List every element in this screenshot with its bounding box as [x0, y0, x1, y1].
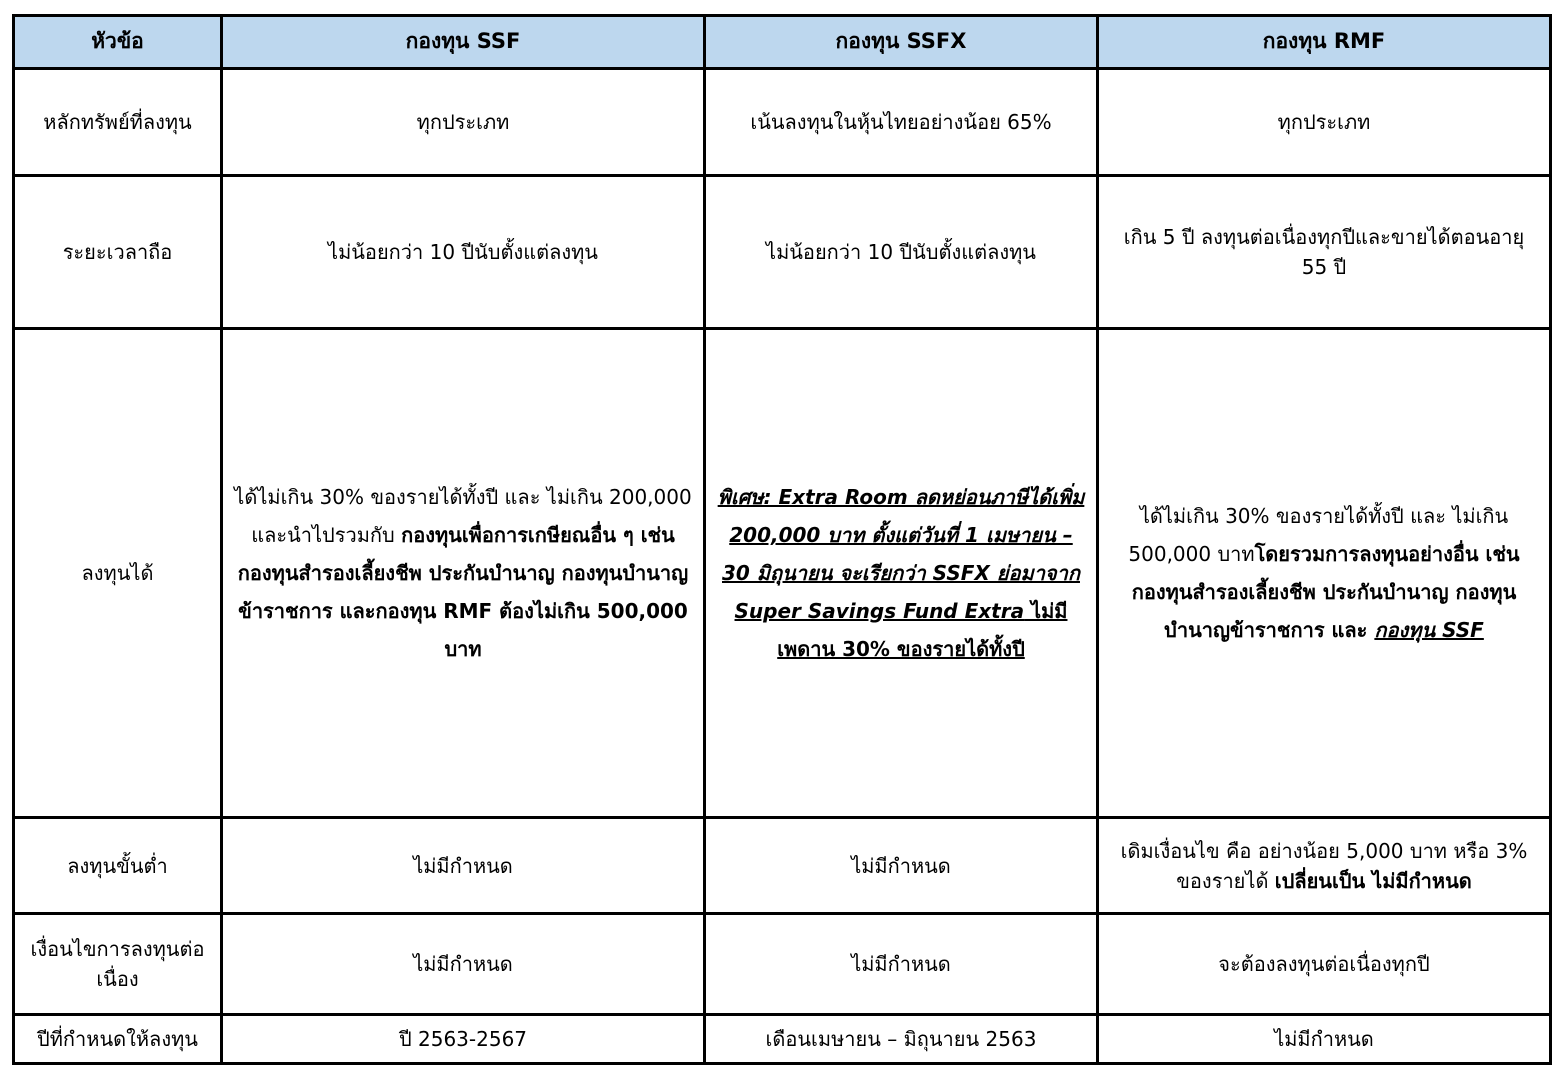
- rmf-holding-line2: 55 ปี: [1301, 255, 1347, 279]
- rmf-minimum-text: เดิมเงื่อนไข คือ อย่างน้อย 5,000 บาท หรือ 3% ของรายได้: [1120, 838, 1528, 893]
- ssf-minimum: ไม่มีกำหนด: [222, 818, 705, 914]
- rmf-minimum-bold: เปลี่ยนเป็น ไม่มีกำหนด: [1274, 868, 1472, 893]
- row-continuous: [14, 914, 1551, 1015]
- ssfx-invest-italic: พิเศษ: Extra Room ลดหย่อนภาษีได้เพิ่ม 200,000 บาท ตั้งแต่วันที่ 1 เมษายน – 30 มิถุนายน จะเรียกว่า SSFX ย่อมาจาก Super Savings Fund Extra: [717, 485, 1085, 623]
- rmf-minimum: [1098, 818, 1551, 914]
- ssf-invest-bold: กองทุนเพื่อการเกษียณอื่น ๆ เช่น กองทุนสำรองเลี้ยงชีพ ประกันบำนาญ กองทุนบำนาญข้าราชการ และกองทุน RMF ต้องไม่เกิน 500,000 บาท: [237, 523, 689, 661]
- label-period: ปีที่กำหนดให้ลงทุน: [14, 1015, 222, 1064]
- row-period: [14, 1015, 1551, 1064]
- rmf-invest-text: ได้ไม่เกิน 30% ของรายได้ทั้งปี และ ไม่เกิน 500,000 บาท: [1128, 504, 1509, 566]
- header-ssf: กองทุน SSF: [222, 16, 705, 69]
- row-securities: [14, 69, 1551, 176]
- rmf-invest-ssf-link: กองทุน SSF: [1374, 618, 1484, 642]
- ssf-securities: ทุกประเภท: [222, 69, 705, 176]
- ssf-invest: [222, 329, 705, 818]
- ssf-invest-text: ได้ไม่เกิน 30% ของรายได้ทั้งปี และ ไม่เกิน 200,000 และนำไปรวมกับ: [234, 485, 692, 547]
- rmf-invest-bold: โดยรวมการลงทุนอย่างอื่น เช่น กองทุนสำรองเลี้ยงชีพ ประกันบำนาญ กองทุนบำนาญข้าราชการ และ: [1131, 542, 1520, 642]
- header-topic: หัวข้อ: [14, 16, 222, 69]
- row-minimum: [14, 818, 1551, 914]
- rmf-continuous: จะต้องลงทุนต่อเนื่องทุกปี: [1098, 914, 1551, 1015]
- ssfx-securities: เน้นลงทุนในหุ้นไทยอย่างน้อย 65%: [705, 69, 1098, 176]
- row-holding: [14, 176, 1551, 329]
- label-continuous: เงื่อนไขการลงทุนต่อเนื่อง: [14, 914, 222, 1015]
- header-ssfx: กองทุน SSFX: [705, 16, 1098, 69]
- ssf-period: ปี 2563-2567: [222, 1015, 705, 1064]
- ssfx-period: เดือนเมษายน – มิถุนายน 2563: [705, 1015, 1098, 1064]
- rmf-securities: ทุกประเภท: [1098, 69, 1551, 176]
- header-row: [14, 16, 1551, 69]
- label-invest: ลงทุนได้: [14, 329, 222, 818]
- ssfx-invest: [705, 329, 1098, 818]
- ssfx-minimum: ไม่มีกำหนด: [705, 818, 1098, 914]
- rmf-invest: [1098, 329, 1551, 818]
- label-minimum: ลงทุนขั้นต่ำ: [14, 818, 222, 914]
- label-holding: ระยะเวลาถือ: [14, 176, 222, 329]
- ssfx-invest-underline: ไม่มีเพดาน 30% ของรายได้ทั้งปี: [777, 599, 1068, 661]
- ssfx-continuous: ไม่มีกำหนด: [705, 914, 1098, 1015]
- label-securities: หลักทรัพย์ที่ลงทุน: [14, 69, 222, 176]
- fund-comparison-table: [12, 14, 1552, 1065]
- header-rmf: กองทุน RMF: [1098, 16, 1551, 69]
- rmf-period: ไม่มีกำหนด: [1098, 1015, 1551, 1064]
- ssf-continuous: ไม่มีกำหนด: [222, 914, 705, 1015]
- rmf-holding: [1098, 176, 1551, 329]
- ssfx-holding: ไม่น้อยกว่า 10 ปีนับตั้งแต่ลงทุน: [705, 176, 1098, 329]
- ssf-holding: ไม่น้อยกว่า 10 ปีนับตั้งแต่ลงทุน: [222, 176, 705, 329]
- rmf-holding-line1: เกิน 5 ปี ลงทุนต่อเนื่องทุกปีและขายได้ตอนอายุ: [1123, 225, 1525, 249]
- row-invest: [14, 329, 1551, 818]
